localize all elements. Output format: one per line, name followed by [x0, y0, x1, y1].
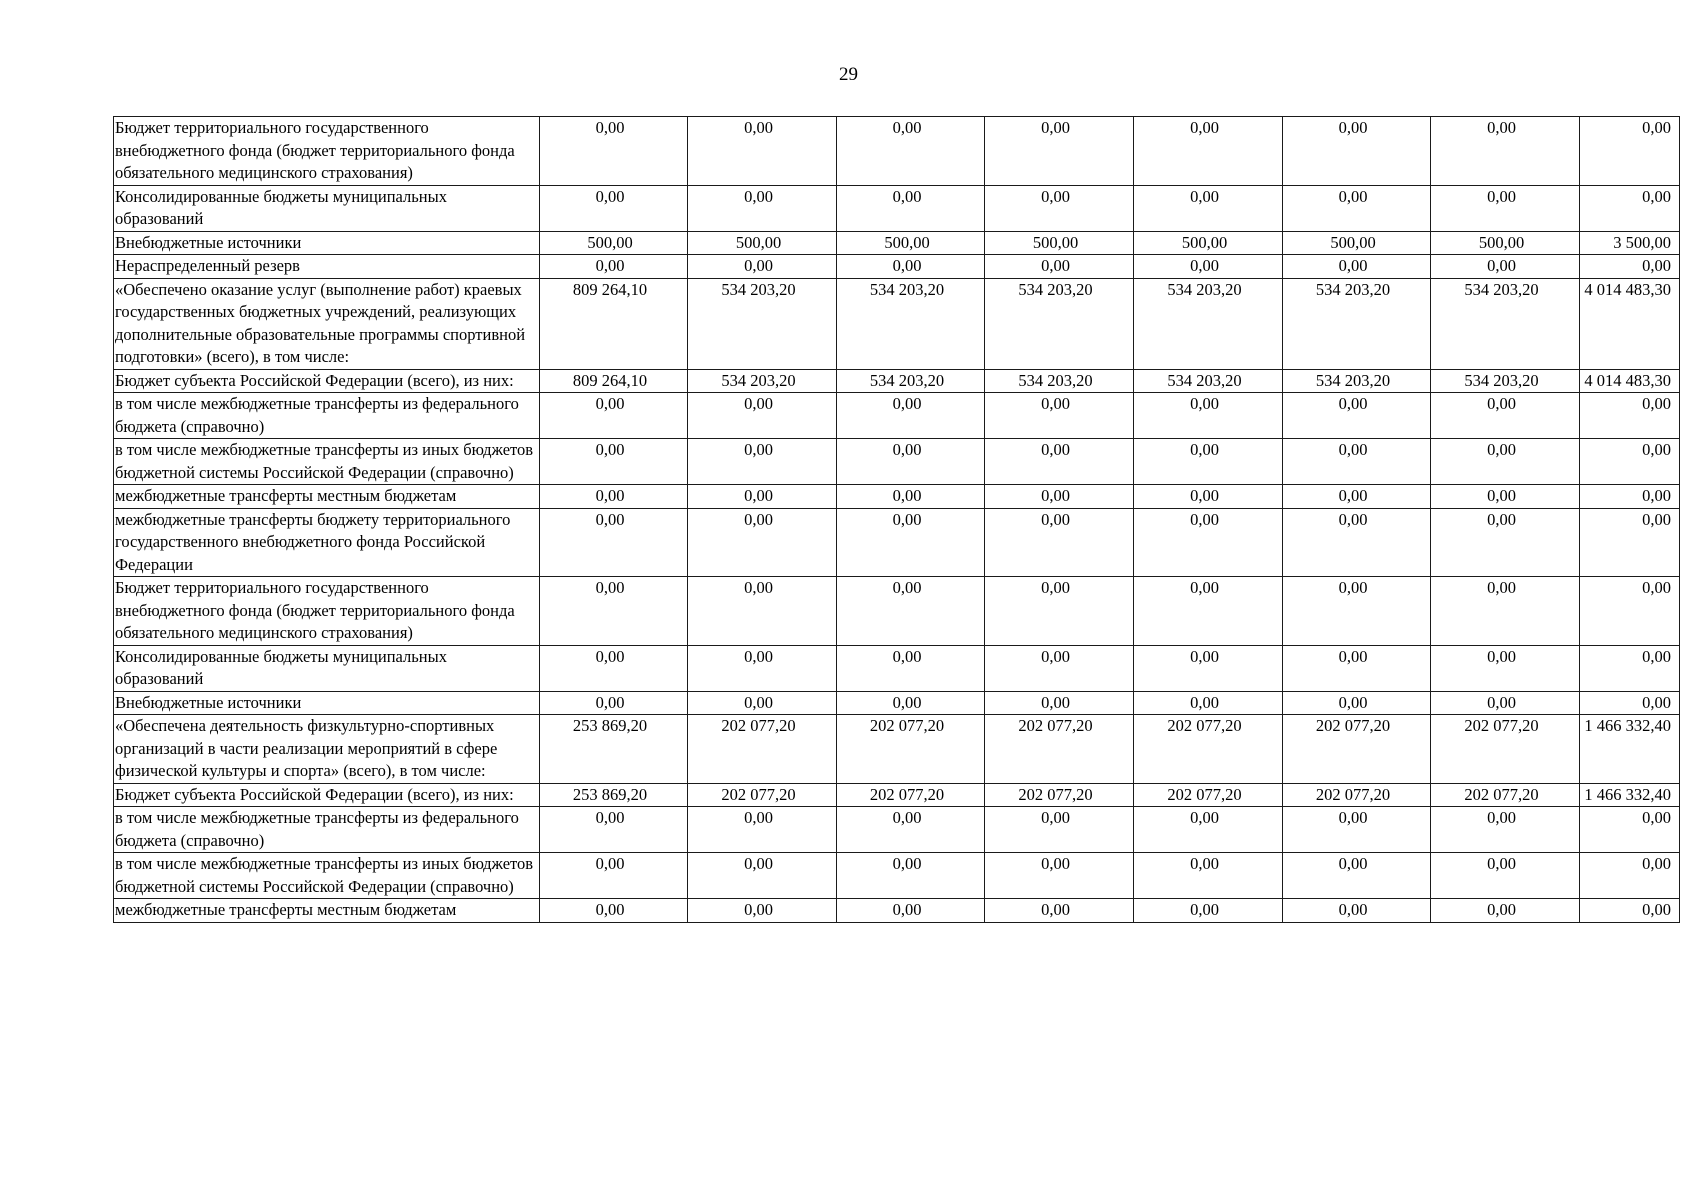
value-cell: 253 869,20	[540, 715, 688, 784]
table-row	[114, 645, 1680, 691]
value-cell: 0,00	[1431, 255, 1580, 279]
table-row	[114, 485, 1680, 509]
value-cell: 0,00	[1134, 255, 1283, 279]
value-cell: 0,00	[837, 117, 985, 186]
value-cell: 0,00	[985, 807, 1134, 853]
value-cell: 0,00	[688, 485, 837, 509]
value-cell: 0,00	[540, 853, 688, 899]
value-cell: 0,00	[837, 645, 985, 691]
value-cell: 0,00	[540, 439, 688, 485]
value-cell: 534 203,20	[985, 369, 1134, 393]
value-cell: 202 077,20	[837, 783, 985, 807]
value-cell: 500,00	[688, 231, 837, 255]
value-cell: 0,00	[1431, 645, 1580, 691]
value-cell: 0,00	[540, 393, 688, 439]
value-cell: 202 077,20	[1134, 715, 1283, 784]
total-value-cell: 0,00	[1580, 255, 1680, 279]
value-cell: 202 077,20	[1134, 783, 1283, 807]
value-cell: 253 869,20	[540, 783, 688, 807]
row-label: Бюджет субъекта Российской Федерации (всего), из них:	[114, 369, 540, 393]
table-row	[114, 117, 1680, 186]
total-value-cell: 4 014 483,30	[1580, 278, 1680, 369]
total-value-cell: 0,00	[1580, 691, 1680, 715]
value-cell: 0,00	[1134, 393, 1283, 439]
value-cell: 534 203,20	[837, 278, 985, 369]
value-cell: 0,00	[540, 807, 688, 853]
value-cell: 0,00	[837, 255, 985, 279]
total-value-cell: 0,00	[1580, 485, 1680, 509]
value-cell: 0,00	[837, 577, 985, 646]
row-label: в том числе межбюджетные трансферты из федерального бюджета (справочно)	[114, 807, 540, 853]
row-label: Бюджет территориального государственного внебюджетного фонда (бюджет территориального фонда обязательного медицинского страхования)	[114, 577, 540, 646]
value-cell: 0,00	[1134, 577, 1283, 646]
row-label: межбюджетные трансферты бюджету территориального государственного внебюджетного фонда Российской Федерации	[114, 508, 540, 577]
value-cell: 0,00	[1431, 853, 1580, 899]
value-cell: 0,00	[1283, 899, 1431, 923]
value-cell: 0,00	[540, 691, 688, 715]
table-body	[114, 117, 1680, 923]
value-cell: 0,00	[688, 807, 837, 853]
total-value-cell: 0,00	[1580, 577, 1680, 646]
table-row	[114, 231, 1680, 255]
value-cell: 0,00	[837, 185, 985, 231]
value-cell: 0,00	[1134, 508, 1283, 577]
value-cell: 0,00	[688, 645, 837, 691]
value-cell: 0,00	[1283, 691, 1431, 715]
total-value-cell: 0,00	[1580, 508, 1680, 577]
value-cell: 202 077,20	[985, 715, 1134, 784]
value-cell: 0,00	[688, 577, 837, 646]
row-label: в том числе межбюджетные трансферты из иных бюджетов бюджетной системы Российской Федерации (справочно)	[114, 439, 540, 485]
table-row	[114, 899, 1680, 923]
value-cell: 0,00	[1134, 485, 1283, 509]
value-cell: 0,00	[540, 255, 688, 279]
value-cell: 0,00	[540, 117, 688, 186]
total-value-cell: 0,00	[1580, 807, 1680, 853]
value-cell: 0,00	[985, 691, 1134, 715]
value-cell: 0,00	[1283, 185, 1431, 231]
row-label: в том числе межбюджетные трансферты из федерального бюджета (справочно)	[114, 393, 540, 439]
table-row	[114, 691, 1680, 715]
table-row	[114, 783, 1680, 807]
value-cell: 534 203,20	[985, 278, 1134, 369]
row-label: межбюджетные трансферты местным бюджетам	[114, 485, 540, 509]
value-cell: 0,00	[688, 691, 837, 715]
total-value-cell: 1 466 332,40	[1580, 783, 1680, 807]
value-cell: 0,00	[837, 807, 985, 853]
page-number: 29	[839, 64, 858, 85]
value-cell: 0,00	[1283, 117, 1431, 186]
row-label: Бюджет субъекта Российской Федерации (всего), из них:	[114, 783, 540, 807]
value-cell: 202 077,20	[1431, 783, 1580, 807]
value-cell: 534 203,20	[1283, 278, 1431, 369]
value-cell: 0,00	[540, 899, 688, 923]
value-cell: 0,00	[985, 508, 1134, 577]
value-cell: 202 077,20	[1283, 715, 1431, 784]
value-cell: 0,00	[1431, 899, 1580, 923]
value-cell: 0,00	[837, 508, 985, 577]
value-cell: 0,00	[688, 508, 837, 577]
value-cell: 0,00	[837, 485, 985, 509]
total-value-cell: 3 500,00	[1580, 231, 1680, 255]
total-value-cell: 1 466 332,40	[1580, 715, 1680, 784]
value-cell: 0,00	[985, 645, 1134, 691]
value-cell: 500,00	[1431, 231, 1580, 255]
row-label: Консолидированные бюджеты муниципальных образований	[114, 645, 540, 691]
value-cell: 0,00	[688, 393, 837, 439]
table-row	[114, 853, 1680, 899]
value-cell: 0,00	[985, 255, 1134, 279]
value-cell: 534 203,20	[1283, 369, 1431, 393]
value-cell: 0,00	[985, 117, 1134, 186]
value-cell: 0,00	[1283, 807, 1431, 853]
total-value-cell: 4 014 483,30	[1580, 369, 1680, 393]
value-cell: 0,00	[688, 117, 837, 186]
table-row	[114, 807, 1680, 853]
value-cell: 0,00	[985, 185, 1134, 231]
value-cell: 500,00	[1283, 231, 1431, 255]
value-cell: 0,00	[1431, 508, 1580, 577]
value-cell: 202 077,20	[1283, 783, 1431, 807]
total-value-cell: 0,00	[1580, 645, 1680, 691]
value-cell: 0,00	[688, 185, 837, 231]
value-cell: 0,00	[1431, 185, 1580, 231]
value-cell: 0,00	[540, 577, 688, 646]
value-cell: 0,00	[1134, 117, 1283, 186]
table-row	[114, 185, 1680, 231]
value-cell: 0,00	[688, 255, 837, 279]
value-cell: 534 203,20	[1431, 369, 1580, 393]
value-cell: 0,00	[540, 485, 688, 509]
table-row	[114, 439, 1680, 485]
row-label: «Обеспечена деятельность физкультурно-спортивных организаций в части реализации мероприятий в сфере физической культуры и спорта» (всего), в том числе:	[114, 715, 540, 784]
total-value-cell: 0,00	[1580, 899, 1680, 923]
table-row	[114, 508, 1680, 577]
value-cell: 534 203,20	[1134, 369, 1283, 393]
value-cell: 0,00	[1134, 185, 1283, 231]
table-row	[114, 577, 1680, 646]
value-cell: 0,00	[1283, 485, 1431, 509]
value-cell: 0,00	[1431, 577, 1580, 646]
value-cell: 0,00	[1134, 899, 1283, 923]
value-cell: 0,00	[688, 853, 837, 899]
value-cell: 0,00	[837, 393, 985, 439]
value-cell: 500,00	[540, 231, 688, 255]
value-cell: 534 203,20	[837, 369, 985, 393]
value-cell: 0,00	[1283, 255, 1431, 279]
value-cell: 0,00	[1134, 853, 1283, 899]
value-cell: 0,00	[1431, 117, 1580, 186]
row-label: Консолидированные бюджеты муниципальных образований	[114, 185, 540, 231]
value-cell: 0,00	[1431, 393, 1580, 439]
row-label: Нераспределенный резерв	[114, 255, 540, 279]
row-label: в том числе межбюджетные трансферты из иных бюджетов бюджетной системы Российской Федерации (справочно)	[114, 853, 540, 899]
value-cell: 0,00	[1283, 439, 1431, 485]
value-cell: 0,00	[540, 185, 688, 231]
total-value-cell: 0,00	[1580, 853, 1680, 899]
table-row	[114, 715, 1680, 784]
total-value-cell: 0,00	[1580, 117, 1680, 186]
value-cell: 534 203,20	[1431, 278, 1580, 369]
value-cell: 202 077,20	[837, 715, 985, 784]
value-cell: 202 077,20	[688, 715, 837, 784]
value-cell: 0,00	[837, 691, 985, 715]
table-row	[114, 369, 1680, 393]
value-cell: 0,00	[1283, 393, 1431, 439]
value-cell: 0,00	[688, 899, 837, 923]
value-cell: 0,00	[540, 645, 688, 691]
table-row	[114, 255, 1680, 279]
value-cell: 0,00	[985, 439, 1134, 485]
row-label: Внебюджетные источники	[114, 231, 540, 255]
value-cell: 0,00	[1283, 508, 1431, 577]
row-label: «Обеспечено оказание услуг (выполнение работ) краевых государственных бюджетных учреждений, реализующих дополнительные образовательные программы спортивной подготовки» (всего), в том числе:	[114, 278, 540, 369]
value-cell: 202 077,20	[1431, 715, 1580, 784]
value-cell: 0,00	[1283, 577, 1431, 646]
value-cell: 809 264,10	[540, 278, 688, 369]
table-row	[114, 278, 1680, 369]
value-cell: 0,00	[1283, 645, 1431, 691]
value-cell: 0,00	[688, 439, 837, 485]
value-cell: 0,00	[985, 393, 1134, 439]
value-cell: 809 264,10	[540, 369, 688, 393]
value-cell: 0,00	[1134, 691, 1283, 715]
value-cell: 500,00	[1134, 231, 1283, 255]
value-cell: 0,00	[1431, 485, 1580, 509]
value-cell: 0,00	[1431, 691, 1580, 715]
value-cell: 0,00	[837, 439, 985, 485]
row-label: Бюджет территориального государственного внебюджетного фонда (бюджет территориального фонда обязательного медицинского страхования)	[114, 117, 540, 186]
value-cell: 0,00	[1283, 853, 1431, 899]
value-cell: 0,00	[1431, 807, 1580, 853]
total-value-cell: 0,00	[1580, 393, 1680, 439]
value-cell: 500,00	[985, 231, 1134, 255]
value-cell: 500,00	[837, 231, 985, 255]
value-cell: 0,00	[1431, 439, 1580, 485]
value-cell: 0,00	[1134, 645, 1283, 691]
total-value-cell: 0,00	[1580, 439, 1680, 485]
row-label: межбюджетные трансферты местным бюджетам	[114, 899, 540, 923]
row-label: Внебюджетные источники	[114, 691, 540, 715]
total-value-cell: 0,00	[1580, 185, 1680, 231]
budget-table	[113, 116, 1680, 923]
value-cell: 0,00	[985, 485, 1134, 509]
value-cell: 0,00	[1134, 807, 1283, 853]
value-cell: 0,00	[837, 899, 985, 923]
value-cell: 202 077,20	[688, 783, 837, 807]
value-cell: 534 203,20	[688, 278, 837, 369]
value-cell: 534 203,20	[688, 369, 837, 393]
value-cell: 0,00	[985, 577, 1134, 646]
value-cell: 0,00	[985, 853, 1134, 899]
value-cell: 0,00	[985, 899, 1134, 923]
value-cell: 534 203,20	[1134, 278, 1283, 369]
value-cell: 0,00	[540, 508, 688, 577]
value-cell: 0,00	[837, 853, 985, 899]
table-row	[114, 393, 1680, 439]
value-cell: 0,00	[1134, 439, 1283, 485]
value-cell: 202 077,20	[985, 783, 1134, 807]
